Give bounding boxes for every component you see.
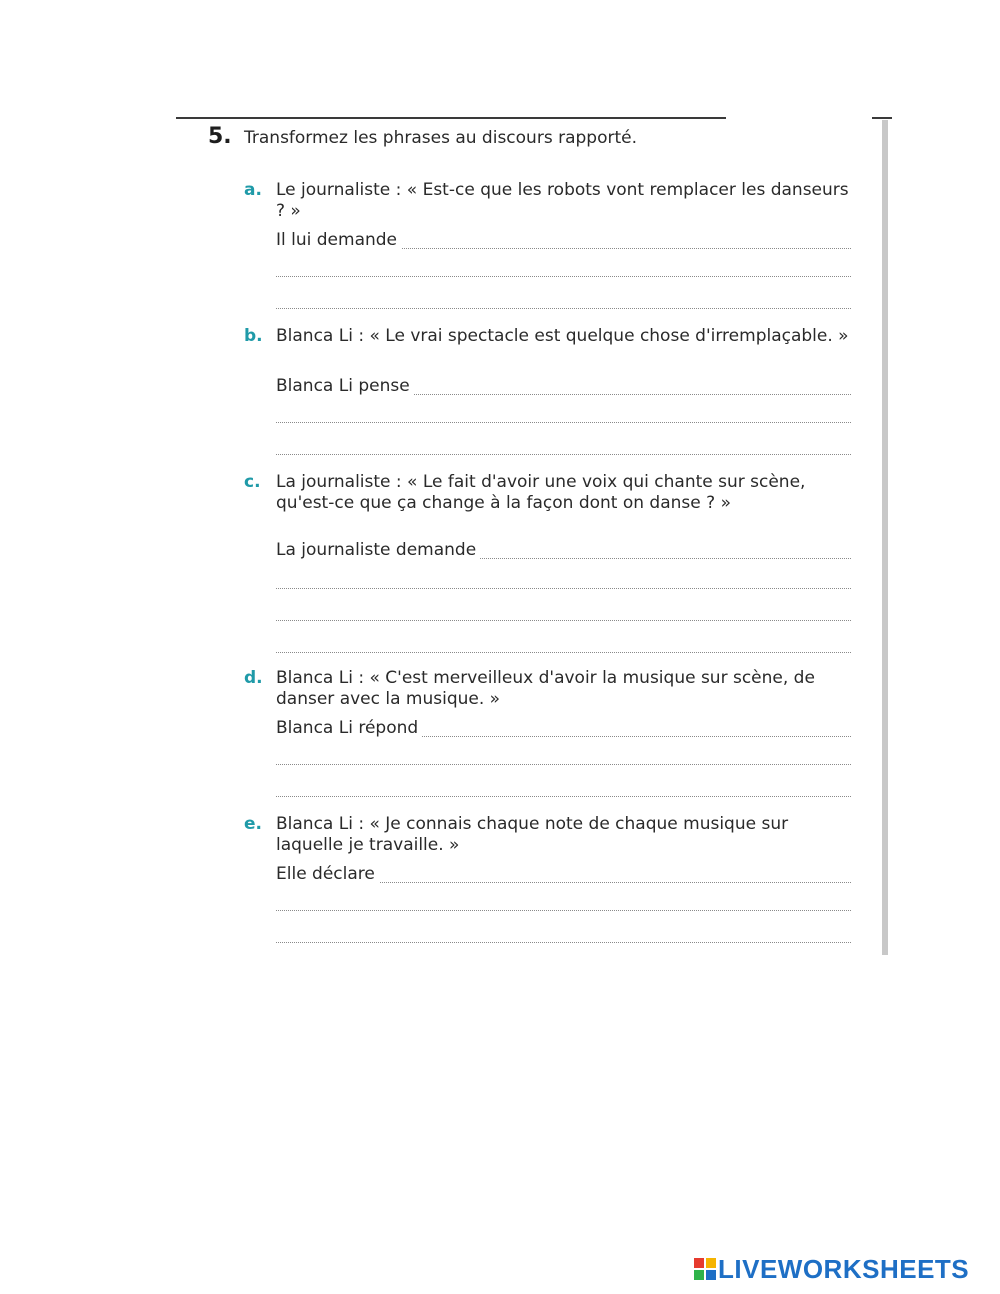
item-quote: La journaliste : « Le fait d'avoir une voix qui chante sur scène, qu'est-ce que ça change à la façon dont on danse ? » [276,472,806,513]
item-letter: c. [244,472,261,492]
answer-prompt: La journaliste demande [276,540,480,560]
answer-line-2[interactable] [276,910,851,911]
item-letter: b. [244,326,263,346]
item-quote: Blanca Li : « C'est merveilleux d'avoir la musique sur scène, de danser avec la musique. » [276,668,815,709]
answer-prompt: Elle déclare [276,864,379,884]
answer-line-1[interactable] [276,230,851,252]
answer-line-2[interactable] [276,764,851,765]
answer-line-3[interactable] [276,942,851,943]
answer-line-2[interactable] [276,422,851,423]
answer-line-1[interactable] [276,864,851,886]
answer-prompt: Blanca Li pense [276,376,414,396]
exercise-instruction: Transformez les phrases au discours rapporté. [244,128,637,148]
page-edge-bar [882,120,888,955]
answer-line-2[interactable] [276,276,851,277]
answer-prompt: Il lui demande [276,230,401,250]
answer-line-3[interactable] [276,308,851,309]
brand-name: LIVEWORKSHEETS [718,1254,970,1284]
answer-line-3[interactable] [276,454,851,455]
item-letter: a. [244,180,262,200]
answer-line-3[interactable] [276,620,851,621]
answer-line-3[interactable] [276,796,851,797]
exercise-number: 5. [208,124,232,149]
item-quote: Blanca Li : « Je connais chaque note de chaque musique sur laquelle je travaille. » [276,814,789,855]
right-tick [872,117,892,119]
answer-prompt: Blanca Li répond [276,718,422,738]
answer-line-1[interactable] [276,718,851,740]
answer-line-2[interactable] [276,588,851,589]
answer-line-4[interactable] [276,652,851,653]
top-rule [176,117,726,119]
liveworksheets-logo-icon [694,1258,716,1280]
item-letter: e. [244,814,262,834]
item-quote: Le journaliste : « Est-ce que les robots vont remplacer les danseurs ? » [276,180,849,221]
item-letter: d. [244,668,263,688]
item-quote: Blanca Li : « Le vrai spectacle est quelque chose d'irremplaçable. » [276,326,849,346]
answer-line-1[interactable] [276,376,851,398]
answer-line-1[interactable] [276,540,851,562]
